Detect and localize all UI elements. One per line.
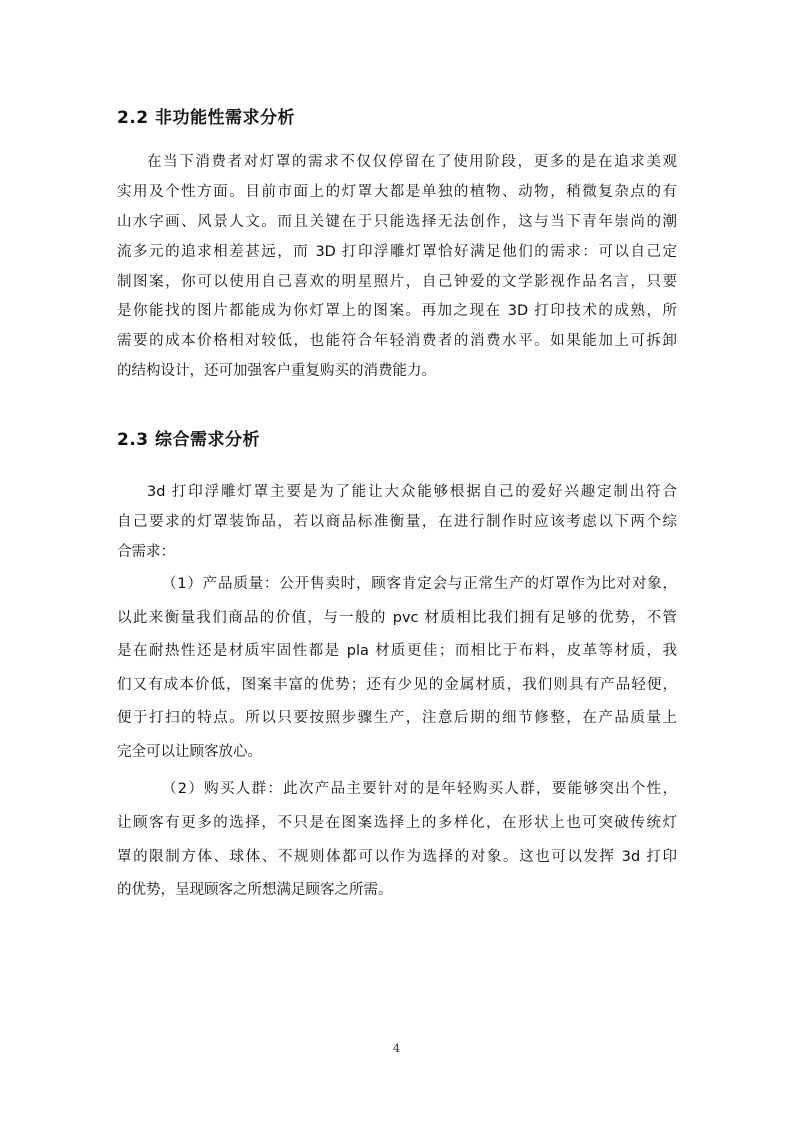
paragraph-line: 的结构设计，还可加强客户重复购买的消费能力。 bbox=[117, 363, 436, 379]
list-item-line: 以此来衡量我们商品的价值，与一般的 pvc 材质相比我们拥有足够的优势，不管 bbox=[117, 610, 677, 626]
list-item-line: 让顾客有更多的选择，不只是在图案选择上的多样化，在形状上也可突破传统灯 bbox=[117, 815, 677, 831]
paragraph-line: 实用及个性方面。目前市面上的灯罩大都是单独的植物、动物，稍微复杂点的有 bbox=[117, 184, 677, 200]
list-item-line: （1）产品质量：公开售卖时，顾客肯定会与正常生产的灯罩作为比对对象， bbox=[162, 576, 677, 592]
list-item-line: （2）购买人群：此次产品主要针对的是年轻购买人群，要能够突出个性， bbox=[162, 781, 677, 797]
list-item-line: 是在耐热性还是材质牢固性都是 pla 材质更佳；而相比于布料，皮革等材质，我 bbox=[117, 643, 677, 659]
paragraph-line: 流多元的追求相差甚远，而 3D 打印浮雕灯罩恰好满足他们的需求：可以自己定 bbox=[117, 244, 677, 260]
list-item-line: 的优势，呈现顾客之所想满足顾客之所需。 bbox=[117, 882, 393, 898]
paragraph-line: 3d 打印浮雕灯罩主要是为了能让大众能够根据自己的爱好兴趣定制出符合 bbox=[147, 484, 677, 500]
paragraph-line: 自己要求的灯罩装饰品，若以商品标准衡量，在进行制作时应该考虑以下两个综 bbox=[117, 514, 677, 530]
section-heading-2-3: 2.3 综合需求分析 bbox=[117, 430, 261, 450]
section-heading-2-2: 2.2 非功能性需求分析 bbox=[117, 108, 296, 128]
list-item-line: 罩的限制方体、球体、不规则体都可以作为选择的对象。这也可以发挥 3d 打印 bbox=[117, 849, 677, 865]
paragraph-line: 制图案，你可以使用自己喜欢的明星照片，自己钟爱的文学影视作品名言，只要 bbox=[117, 274, 677, 290]
paragraph-line: 是你能找的图片都能成为你灯罩上的图案。再加之现在 3D 打印技术的成熟，所 bbox=[117, 303, 677, 319]
list-item-line: 完全可以让顾客放心。 bbox=[117, 744, 262, 760]
paragraph-line: 需要的成本价格相对较低，也能符合年轻消费者的消费水平。如果能加上可拆卸 bbox=[117, 333, 677, 349]
paragraph-line: 山水字画、风景人文。而且关键在于只能选择无法创作，这与当下青年崇尚的潮 bbox=[117, 214, 677, 230]
list-item-line: 便于打扫的特点。所以只要按照步骤生产，注意后期的细节修整，在产品质量上 bbox=[117, 710, 677, 726]
page-number: 4 bbox=[393, 1042, 400, 1055]
paragraph-line: 在当下消费者对灯罩的需求不仅仅停留在了使用阶段，更多的是在追求美观 bbox=[147, 154, 677, 170]
list-item-line: 们又有成本价低，图案丰富的优势；还有少见的金属材质，我们则具有产品轻便， bbox=[117, 677, 677, 693]
paragraph-line: 合需求： bbox=[117, 544, 175, 560]
